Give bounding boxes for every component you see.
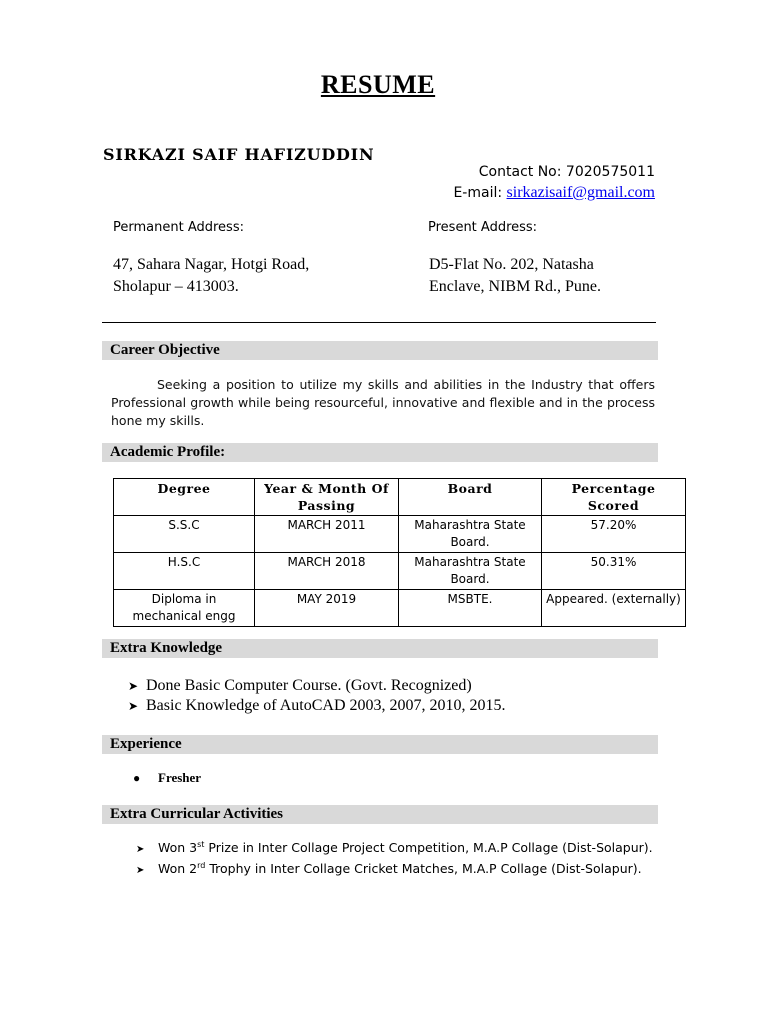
objective-paragraph: Seeking a position to utilize my skills and abilities in the Industry that offers Professional growth while being resourceful, innovative and flexible and in the process hone my skills. bbox=[111, 377, 655, 428]
column-header: Year & Month Of Passing bbox=[255, 479, 399, 516]
divider bbox=[102, 322, 656, 323]
permanent-address-label: Permanent Address: bbox=[113, 220, 244, 235]
present-address-line: Enclave, NIBM Rd., Pune. bbox=[429, 278, 601, 295]
section-title: Experience bbox=[110, 736, 182, 752]
table-cell: Maharashtra State Board. bbox=[399, 553, 542, 590]
list-item bbox=[133, 770, 201, 786]
arrowhead-bullet-icon: ➤ bbox=[128, 699, 139, 713]
table-cell: H.S.C bbox=[114, 553, 255, 590]
column-header: Degree bbox=[114, 479, 255, 516]
experience-list bbox=[133, 770, 201, 786]
table-row bbox=[114, 516, 686, 553]
extra-curricular-list bbox=[136, 838, 653, 880]
ordinal-suffix: st bbox=[197, 839, 205, 849]
list-item bbox=[136, 838, 653, 859]
present-address-label: Present Address: bbox=[428, 220, 538, 235]
table-cell: 50.31% bbox=[542, 553, 686, 590]
table-cell: Appeared. (externally) bbox=[542, 590, 686, 627]
table-cell: Diploma in mechanical engg bbox=[114, 590, 255, 627]
column-header: Board bbox=[399, 479, 542, 516]
section-header-academic-profile bbox=[102, 443, 658, 462]
list-item-text: Fresher bbox=[158, 770, 202, 785]
list-item-text: Done Basic Computer Course. (Govt. Recognized) bbox=[146, 677, 472, 694]
present-address-line: D5-Flat No. 202, Natasha bbox=[429, 256, 594, 273]
section-title: Extra Knowledge bbox=[110, 640, 223, 656]
activity-text: Won 3 bbox=[158, 840, 198, 855]
activity-text: Prize in Inter Collage Project Competition, M.A.P Collage (Dist-Solapur). bbox=[204, 840, 653, 855]
section-header-experience bbox=[102, 735, 658, 754]
section-title: Extra Curricular Activities bbox=[110, 806, 284, 822]
candidate-name: SIRKAZI SAIF HAFIZUDDIN bbox=[103, 145, 375, 164]
arrowhead-bullet-icon: ➤ bbox=[136, 865, 145, 876]
arrowhead-bullet-icon: ➤ bbox=[128, 679, 139, 693]
section-title: Academic Profile: bbox=[110, 444, 226, 460]
career-objective-text bbox=[111, 376, 655, 430]
section-header-extra-knowledge bbox=[102, 639, 658, 658]
contact-label: Contact No: bbox=[478, 164, 562, 180]
section-header-career-objective bbox=[102, 341, 658, 360]
activity-text: Won 2 bbox=[158, 861, 198, 876]
table-cell: S.S.C bbox=[114, 516, 255, 553]
table-row bbox=[114, 553, 686, 590]
section-header-extra-curricular bbox=[102, 805, 658, 824]
contact-number bbox=[479, 164, 655, 180]
email-row bbox=[453, 184, 655, 202]
email-link[interactable]: sirkazisaif@gmail.com bbox=[506, 184, 655, 201]
table-cell: MARCH 2018 bbox=[255, 553, 399, 590]
ordinal-suffix: rd bbox=[197, 860, 206, 870]
list-item bbox=[128, 676, 506, 696]
academic-table bbox=[113, 478, 686, 627]
section-title: Career Objective bbox=[110, 342, 220, 358]
resume-title: RESUME bbox=[320, 70, 436, 99]
permanent-address bbox=[113, 254, 309, 298]
permanent-address-line: Sholapur – 413003. bbox=[113, 278, 239, 295]
table-row bbox=[114, 590, 686, 627]
table-cell: MAY 2019 bbox=[255, 590, 399, 627]
table-cell: MARCH 2011 bbox=[255, 516, 399, 553]
column-header: Percentage Scored bbox=[542, 479, 686, 516]
contact-value: 7020575011 bbox=[565, 164, 655, 180]
email-label: E-mail: bbox=[453, 185, 503, 201]
present-address bbox=[429, 254, 601, 298]
arrowhead-bullet-icon: ➤ bbox=[136, 844, 145, 855]
table-cell: MSBTE. bbox=[399, 590, 542, 627]
extra-knowledge-list bbox=[128, 676, 506, 716]
activity-text: Trophy in Inter Collage Cricket Matches, M.A.P Collage (Dist-Solapur). bbox=[205, 861, 642, 876]
table-cell: 57.20% bbox=[542, 516, 686, 553]
table-header-row bbox=[114, 479, 686, 516]
list-item bbox=[128, 696, 506, 716]
list-item bbox=[136, 859, 653, 880]
round-bullet-icon: ● bbox=[133, 771, 141, 785]
list-item-text: Basic Knowledge of AutoCAD 2003, 2007, 2010, 2015. bbox=[146, 697, 506, 714]
permanent-address-line: 47, Sahara Nagar, Hotgi Road, bbox=[113, 256, 310, 273]
table-cell: Maharashtra State Board. bbox=[399, 516, 542, 553]
